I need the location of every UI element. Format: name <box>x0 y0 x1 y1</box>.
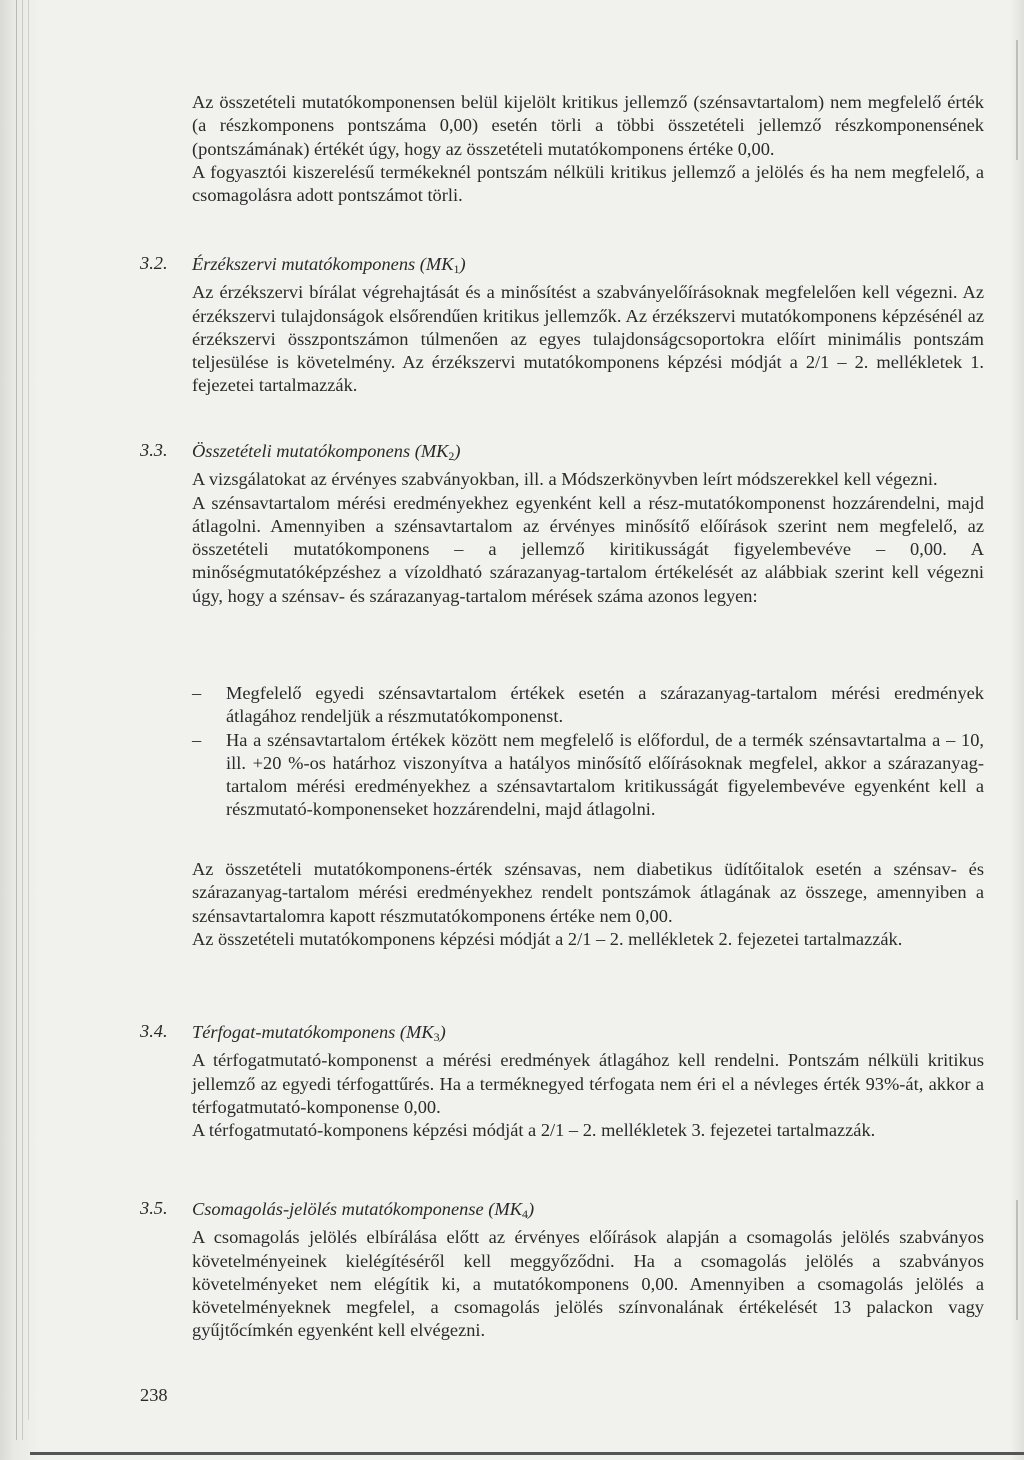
section-3-5 <box>192 1198 984 1343</box>
paragraph: A csomagolás jelölés elbírálása előtt az érvényes előírások alapján a csomagolás jelölés szabványos követelményeinek kielégítéséről kell meggyőződni. Ha a csomagolás jelölés a szabványos követelményeket nem elégítik ki, a mutatókomponens 0,00. Amennyiben a csomagolás jelölés a követelményeknek megfelel, a csomagolás jelölés színvonalának értékelését 13 palackon vagy gyűjtőcímkén egyenként kell elvégezni. <box>192 1227 984 1341</box>
paragraph: Az összetételi mutatókomponensen belül kijelölt kritikus jellemző (szénsavtartalom) nem megfelelő érték (a részkomponens pontszáma 0,00) esetén törli a többi összetételi jellemző részkomponensének (pontszámának) értékét úgy, hogy az összetételi mutatókomponens értéke 0,00. <box>192 92 984 159</box>
paragraph: Az érzékszervi bírálat végrehajtását és a minősítést a szabványelőírásoknak megfelelően kell végezni. Az érzékszervi tulajdonságok elsőrendűen kritikus jellemzők. Az érzékszervi mutatókomponens képzésénél az érzékszervi összpontszámon túlmenően az egyes tulajdonságcsoportokra előírt minimális pontszám teljesülése is követelmény. Az érzékszervi mutatókomponens képzési módját a 2/1 – 2. mellékletek 1. fejezetei tartalmazzák. <box>192 282 984 396</box>
section-title: Térfogat-mutatókomponens (MK <box>192 1022 434 1042</box>
section-heading: Térfogat-mutatókomponens $(MK_3)$ <box>192 1022 446 1044</box>
section-title: Összetételi mutatókomponens (MK <box>192 441 449 461</box>
paragraph: A szénsavtartalom mérési eredményekhez egyenként kell a rész-mutatókomponenst hozzárendelni, majd átlagolni. Amennyiben a szénsavtartalom az érvényes minősítő előírások szerint nem megfelelő, az összetételi mutatókomponens – a jellemző kiritikusságát figyelembevéve – 0,00. A minőségmutatóképzéshez a vízoldható szárazanyag-tartalom értékelését az alábbiak szerint kell végezni úgy, hogy a szénsav- és szárazanyag-tartalom mérések száma azonos legyen: <box>192 492 984 606</box>
section-title: Érzékszervi mutatókomponens (MK <box>192 254 454 274</box>
paragraph: A térfogatmutató-komponens képzési módját a 2/1 – 2. mellékletek 3. fejezetei tartalmazzák. <box>192 1120 876 1141</box>
section-3-3-after <box>192 858 984 951</box>
dash-bullet: – <box>192 729 202 750</box>
subscript: 4 <box>521 1207 528 1221</box>
paragraph: A vizsgálatokat az érvényes szabványokban, ill. a Módszerkönyvben leírt módszerekkel kell végezni. <box>192 469 938 490</box>
list-item <box>192 729 984 822</box>
paragraph: A fogyasztói kiszerelésű termékeknél pontszám nélküli kritikus jellemző a jelölés és ha nem megfelelő, a csomagolásra adott pontszámot törli. <box>192 161 984 206</box>
section-3-2 <box>192 253 984 398</box>
section-number: 3.5. <box>140 1198 168 1218</box>
section-number: 3.3. <box>140 440 168 460</box>
list-item-text: Ha a szénsavtartalom értékek között nem megfelelő is előfordul, de a termék szénsavtartalma a – 10, ill. +20 %-os határhoz viszonyítva a hatályos minősítő előírásoknak megfelel, akkor a szárazanyag-tartalom mérési eredményekhez a szénsavtartalom kritikusságát figyelembevéve egyenként kell a részmutató-komponenseket hozzárendelni, majd átlagolni. <box>226 729 984 820</box>
dash-bullet: – <box>192 683 202 703</box>
subscript: 1 <box>453 262 460 276</box>
section-heading: Összetételi mutatókomponens $(MK_2)$ <box>192 441 461 463</box>
section-3-4 <box>192 1021 984 1142</box>
section-heading: Csomagolás-jelölés mutatókomponense $(MK_4)$ <box>192 1199 535 1221</box>
subscript: 3 <box>433 1030 440 1044</box>
paragraph: A térfogatmutató-komponenst a mérési eredmények átlagához kell rendelni. Pontszám nélküli kritikus jellemző az egyedi térfogattűrés. Ha a terméknegyed térfogata nem éri el a névleges érték 93%-át, akkor a térfogatmutató-komponense 0,00. <box>192 1050 984 1117</box>
paragraph: Az összetételi mutatókomponens képzési módját a 2/1 – 2. mellékletek 2. fejezetei tartalmazzák. <box>192 928 903 949</box>
paragraph: Az összetételi mutatókomponens-érték szénsavas, nem diabetikus üdítőitalok esetén a szénsav- és szárazanyag-tartalom mérési eredményekhez rendelt pontszámok átlagának az összege, amennyiben a szénsavtartalomra kapott részmutatókomponens értéke nem 0,00. <box>192 859 984 926</box>
section-3-3 <box>192 440 984 608</box>
bullet-list <box>192 682 984 822</box>
section-title: Csomagolás-jelölés mutatókomponense (MK <box>192 1199 522 1219</box>
section-number: 3.2. <box>140 253 168 273</box>
intro-block <box>192 91 984 207</box>
list-item-text: Megfelelő egyedi szénsavtartalom értékek esetén a szárazanyag-tartalom mérési eredmények átlagához rendeljük a részmutatókomponenst. <box>226 683 984 727</box>
page-number: 238 <box>140 1385 168 1405</box>
section-number: 3.4. <box>140 1021 168 1041</box>
subscript: 2 <box>448 449 455 463</box>
list-item <box>192 682 984 729</box>
section-heading: Érzékszervi mutatókomponens $(MK_1)$ <box>192 254 466 276</box>
